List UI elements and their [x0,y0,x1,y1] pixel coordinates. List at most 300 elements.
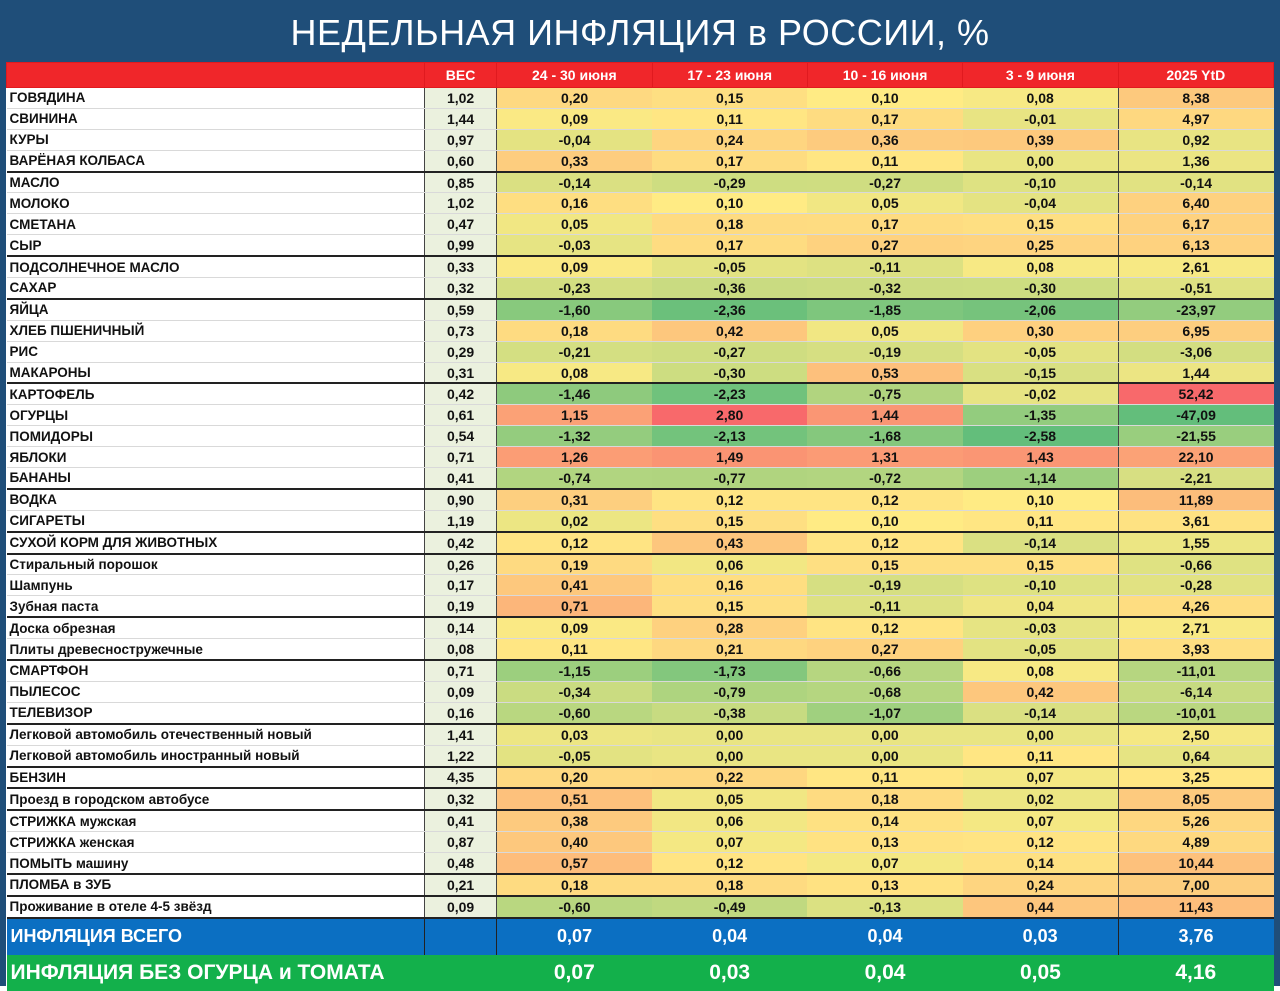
weekly-value: 0,11 [497,639,652,660]
weekly-value: 0,15 [963,554,1118,575]
table-row [7,320,1274,341]
item-weight: 0,31 [424,362,496,383]
weekly-value: 0,10 [807,510,962,531]
weekly-value: -2,06 [963,299,1118,320]
ytd-value: -21,55 [1118,426,1273,447]
weekly-value: -0,19 [807,341,962,362]
weekly-value: 0,12 [807,489,962,510]
table-row [7,745,1274,766]
weekly-value: -0,14 [963,702,1118,723]
item-weight: 1,44 [424,108,496,129]
table-row [7,874,1274,896]
weekly-value: -2,36 [652,299,807,320]
weekly-value: -0,36 [652,278,807,299]
weekly-value: -0,04 [963,193,1118,214]
ytd-value: 11,89 [1118,489,1273,510]
total-value: 3,76 [1118,918,1273,955]
weekly-value: 0,33 [497,150,652,171]
weekly-value: -1,15 [497,660,652,681]
weekly-value: 0,12 [807,532,962,554]
weekly-value: 0,08 [963,660,1118,681]
weekly-value: 0,27 [807,639,962,660]
item-weight: 0,71 [424,447,496,468]
weekly-value: 1,44 [807,405,962,426]
ytd-value: 4,97 [1118,108,1273,129]
item-weight: 0,26 [424,554,496,575]
item-weight: 0,41 [424,810,496,831]
weekly-value: 0,13 [807,832,962,853]
table-row [7,617,1274,638]
table-row [7,447,1274,468]
weekly-value: -1,32 [497,426,652,447]
header-period: 17 - 23 июня [652,63,807,88]
ytd-value: 22,10 [1118,447,1273,468]
weekly-value: -0,19 [807,575,962,596]
ytd-value: -47,09 [1118,405,1273,426]
weekly-value: 0,16 [497,193,652,214]
weekly-value: 0,07 [963,767,1118,789]
weekly-value: 0,15 [652,510,807,531]
weekly-value: 0,05 [807,320,962,341]
weekly-value: 0,12 [497,532,652,554]
item-weight: 0,73 [424,320,496,341]
weekly-value: -2,23 [652,383,807,404]
ytd-value: -10,01 [1118,702,1273,723]
total-label: ИНФЛЯЦИЯ ВСЕГО [7,918,425,955]
weekly-value: 0,09 [497,256,652,277]
weekly-value: 0,43 [652,532,807,554]
weekly-value: -0,10 [963,575,1118,596]
weekly-value: 0,00 [963,724,1118,745]
item-weight: 0,60 [424,150,496,171]
item-name: ХЛЕБ ПШЕНИЧНЫЙ [7,320,425,341]
ytd-value: 0,64 [1118,745,1273,766]
item-weight: 0,90 [424,489,496,510]
weekly-value: 0,02 [497,510,652,531]
item-weight: 0,16 [424,702,496,723]
table-row [7,129,1274,150]
weekly-value: 0,38 [497,810,652,831]
weekly-value: -0,11 [807,256,962,277]
total-value: 0,07 [497,955,652,991]
item-weight: 0,14 [424,617,496,638]
weekly-value: -0,01 [963,108,1118,129]
weekly-value: -0,27 [652,341,807,362]
ytd-value: -0,51 [1118,278,1273,299]
weekly-value: -0,10 [963,172,1118,193]
ytd-value: 5,26 [1118,810,1273,831]
ytd-value: 2,71 [1118,617,1273,638]
table-row [7,639,1274,660]
item-name: ЯБЛОКИ [7,447,425,468]
weekly-value: 0,21 [652,639,807,660]
weekly-value: -0,05 [497,745,652,766]
item-weight: 0,17 [424,575,496,596]
item-name: МАСЛО [7,172,425,193]
table-row [7,299,1274,320]
weekly-value: -1,14 [963,468,1118,489]
item-weight: 0,08 [424,639,496,660]
item-weight: 0,21 [424,874,496,896]
total-weight [424,918,496,955]
table-body [7,88,1274,918]
weekly-value: 0,20 [497,88,652,109]
header-row [7,63,1274,88]
weekly-value: 0,11 [807,150,962,171]
weekly-value: 0,18 [652,214,807,235]
weekly-value: -0,32 [807,278,962,299]
weekly-value: -0,14 [963,532,1118,554]
weekly-value: 0,41 [497,575,652,596]
header-period: 10 - 16 июня [807,63,962,88]
weekly-value: 0,17 [807,108,962,129]
weekly-value: 1,26 [497,447,652,468]
weekly-value: 0,11 [807,767,962,789]
total-value: 0,04 [652,918,807,955]
item-name: КУРЫ [7,129,425,150]
weekly-value: -1,35 [963,405,1118,426]
weekly-value: -0,03 [963,617,1118,638]
table-row [7,172,1274,193]
table-row [7,702,1274,723]
ytd-value: -2,21 [1118,468,1273,489]
item-name: САХАР [7,278,425,299]
ytd-value: -0,66 [1118,554,1273,575]
weekly-value: -0,23 [497,278,652,299]
table-row [7,767,1274,789]
weekly-value: 0,14 [807,810,962,831]
weekly-value: 0,15 [652,596,807,617]
table-row [7,575,1274,596]
weekly-value: 0,17 [807,214,962,235]
weekly-value: 0,53 [807,362,962,383]
weekly-value: 0,02 [963,788,1118,810]
total-value: 0,03 [963,918,1118,955]
weekly-value: 0,08 [963,256,1118,277]
ytd-value: -6,14 [1118,681,1273,702]
item-name: БАНАНЫ [7,468,425,489]
weekly-value: 0,10 [807,88,962,109]
table-row [7,108,1274,129]
weekly-value: 0,07 [652,832,807,853]
item-name: СУХОЙ КОРМ ДЛЯ ЖИВОТНЫХ [7,532,425,554]
total-value: 0,03 [652,955,807,991]
weekly-value: 0,39 [963,129,1118,150]
total-value: 0,07 [497,918,652,955]
ytd-value: -0,28 [1118,575,1273,596]
weekly-value: -1,46 [497,383,652,404]
weekly-value: 0,20 [497,767,652,789]
header-weight: ВЕС [424,63,496,88]
table-row [7,193,1274,214]
item-name: Легковой автомобиль иностранный новый [7,745,425,766]
item-name: Проезд в городском автобусе [7,788,425,810]
weekly-value: 0,17 [652,235,807,256]
weekly-value: 0,15 [963,214,1118,235]
weekly-value: 0,12 [652,853,807,874]
item-name: ПОДСОЛНЕЧНОЕ МАСЛО [7,256,425,277]
weekly-value: -0,49 [652,896,807,918]
total-inflation-row [7,918,1274,955]
weekly-value: 0,07 [963,810,1118,831]
total-value: 0,05 [963,955,1118,991]
item-weight: 1,41 [424,724,496,745]
weekly-value: -0,72 [807,468,962,489]
weekly-value: 0,11 [963,745,1118,766]
weekly-value: -0,79 [652,681,807,702]
total-value: 0,04 [807,918,962,955]
total-value: 4,16 [1118,955,1273,991]
item-name: ОГУРЦЫ [7,405,425,426]
weekly-value: 0,25 [963,235,1118,256]
weekly-value: -0,38 [652,702,807,723]
ytd-value: 1,44 [1118,362,1273,383]
ytd-value: 3,25 [1118,767,1273,789]
weekly-value: 0,00 [807,724,962,745]
table-row [7,510,1274,531]
weekly-value: 0,07 [807,853,962,874]
weekly-value: 0,18 [497,320,652,341]
table-row [7,468,1274,489]
item-weight: 1,02 [424,88,496,109]
ytd-value: 8,38 [1118,88,1273,109]
item-weight: 1,19 [424,510,496,531]
table-footer [7,918,1274,991]
table-row [7,362,1274,383]
item-name: МОЛОКО [7,193,425,214]
weekly-value: 0,08 [497,362,652,383]
item-name: ТЕЛЕВИЗОР [7,702,425,723]
ytd-value: 4,26 [1118,596,1273,617]
item-weight: 0,87 [424,832,496,853]
item-name: СИГАРЕТЫ [7,510,425,531]
weekly-value: 1,43 [963,447,1118,468]
weekly-value: -0,02 [963,383,1118,404]
weekly-value: -0,60 [497,702,652,723]
weekly-value: 0,06 [652,554,807,575]
table-row [7,810,1274,831]
item-name: ПЛОМБА в ЗУБ [7,874,425,896]
table-row [7,256,1274,277]
weekly-value: 0,12 [963,832,1118,853]
weekly-value: 0,11 [652,108,807,129]
weekly-value: 0,36 [807,129,962,150]
item-name: ВОДКА [7,489,425,510]
weekly-value: -0,34 [497,681,652,702]
ytd-value: 4,89 [1118,832,1273,853]
weekly-value: -0,05 [963,639,1118,660]
table-row [7,596,1274,617]
item-name: ЯЙЦА [7,299,425,320]
weekly-value: 0,00 [652,745,807,766]
item-name: СМАРТФОН [7,660,425,681]
item-name: РИС [7,341,425,362]
ytd-value: -0,14 [1118,172,1273,193]
weekly-value: -0,30 [963,278,1118,299]
weekly-value: 0,17 [652,150,807,171]
table-row [7,383,1274,404]
weekly-value: 0,00 [963,150,1118,171]
item-weight: 0,32 [424,788,496,810]
weekly-value: -2,58 [963,426,1118,447]
weekly-value: 1,49 [652,447,807,468]
item-weight: 0,85 [424,172,496,193]
weekly-value: -0,04 [497,129,652,150]
weekly-value: 0,31 [497,489,652,510]
weekly-value: 0,06 [652,810,807,831]
weekly-value: -0,14 [497,172,652,193]
weekly-value: 0,22 [652,767,807,789]
item-name: МАКАРОНЫ [7,362,425,383]
table-row [7,554,1274,575]
item-name: Легковой автомобиль отечественный новый [7,724,425,745]
item-weight: 0,54 [424,426,496,447]
item-weight: 0,97 [424,129,496,150]
weekly-value: 0,05 [497,214,652,235]
weekly-value: -2,13 [652,426,807,447]
weekly-value: 1,31 [807,447,962,468]
weekly-value: -0,15 [963,362,1118,383]
total-label: ИНФЛЯЦИЯ БЕЗ ОГУРЦА и ТОМАТА [7,955,425,991]
item-weight: 0,61 [424,405,496,426]
ytd-value: 6,13 [1118,235,1273,256]
ytd-value: 6,95 [1118,320,1273,341]
table-row [7,214,1274,235]
weekly-value: 0,09 [497,108,652,129]
item-name: ГОВЯДИНА [7,88,425,109]
weekly-value: 0,51 [497,788,652,810]
weekly-value: 0,30 [963,320,1118,341]
weekly-value: 0,04 [963,596,1118,617]
ytd-value: 11,43 [1118,896,1273,918]
weekly-value: 0,14 [963,853,1118,874]
table-row [7,489,1274,510]
ytd-value: -11,01 [1118,660,1273,681]
table-row [7,150,1274,171]
ytd-value: 0,92 [1118,129,1273,150]
weekly-value: -1,60 [497,299,652,320]
item-weight: 0,32 [424,278,496,299]
weekly-value: 0,12 [652,489,807,510]
table-row [7,341,1274,362]
weekly-value: 0,15 [807,554,962,575]
weekly-value: -0,29 [652,172,807,193]
weekly-value: 0,42 [652,320,807,341]
weekly-value: 0,10 [652,193,807,214]
ytd-value: 3,93 [1118,639,1273,660]
item-weight: 4,35 [424,767,496,789]
weekly-value: 0,08 [963,88,1118,109]
item-name: ПОМЫТЬ машину [7,853,425,874]
weekly-value: -0,27 [807,172,962,193]
item-weight: 0,42 [424,383,496,404]
ytd-value: -23,97 [1118,299,1273,320]
ytd-value: 1,55 [1118,532,1273,554]
weekly-value: 0,12 [807,617,962,638]
weekly-value: -1,85 [807,299,962,320]
item-weight: 0,59 [424,299,496,320]
weekly-value: -0,74 [497,468,652,489]
item-weight: 0,99 [424,235,496,256]
weekly-value: 0,18 [652,874,807,896]
weekly-value: 2,80 [652,405,807,426]
weekly-value: -0,30 [652,362,807,383]
weekly-value: 0,24 [963,874,1118,896]
weekly-value: -0,60 [497,896,652,918]
weekly-value: -0,05 [652,256,807,277]
weekly-value: -0,05 [963,341,1118,362]
header-name [7,63,425,88]
item-name: Стиральный порошок [7,554,425,575]
table-row [7,278,1274,299]
item-name: ПЫЛЕСОС [7,681,425,702]
total-value: 0,04 [807,955,962,991]
item-weight: 0,29 [424,341,496,362]
item-name: СЫР [7,235,425,256]
weekly-value: 1,15 [497,405,652,426]
weekly-value: -1,73 [652,660,807,681]
table-row [7,235,1274,256]
table-row [7,660,1274,681]
weekly-value: 0,44 [963,896,1118,918]
item-name: ПОМИДОРЫ [7,426,425,447]
ytd-value: 2,61 [1118,256,1273,277]
ytd-value: 7,00 [1118,874,1273,896]
weekly-value: 0,05 [807,193,962,214]
total-weight [424,955,496,991]
ytd-value: 10,44 [1118,853,1273,874]
weekly-value: 0,57 [497,853,652,874]
item-name: СТРИЖКА мужская [7,810,425,831]
ytd-value: 6,17 [1118,214,1273,235]
inflation-table [6,62,1274,991]
item-name: СМЕТАНА [7,214,425,235]
weekly-value: -1,68 [807,426,962,447]
item-name: СВИНИНА [7,108,425,129]
table-row [7,724,1274,745]
ytd-value: 2,50 [1118,724,1273,745]
weekly-value: -0,68 [807,681,962,702]
item-weight: 0,47 [424,214,496,235]
header-period: 3 - 9 июня [963,63,1118,88]
weekly-value: 0,27 [807,235,962,256]
ytd-value: 8,05 [1118,788,1273,810]
weekly-value: 0,16 [652,575,807,596]
item-name: КАРТОФЕЛЬ [7,383,425,404]
table-row [7,405,1274,426]
weekly-value: 0,24 [652,129,807,150]
table-row [7,426,1274,447]
weekly-value: 0,18 [807,788,962,810]
weekly-value: 0,05 [652,788,807,810]
item-weight: 0,19 [424,596,496,617]
item-weight: 0,71 [424,660,496,681]
weekly-value: -0,77 [652,468,807,489]
weekly-value: 0,10 [963,489,1118,510]
weekly-value: -0,03 [497,235,652,256]
table-row [7,896,1274,918]
weekly-value: -0,11 [807,596,962,617]
item-name: Плиты древесностружечные [7,639,425,660]
header-period: 24 - 30 июня [497,63,652,88]
weekly-value: -0,75 [807,383,962,404]
item-weight: 0,33 [424,256,496,277]
item-name: Доска обрезная [7,617,425,638]
weekly-value: 0,15 [652,88,807,109]
ytd-value: -3,06 [1118,341,1273,362]
weekly-value: 0,40 [497,832,652,853]
ytd-value: 3,61 [1118,510,1273,531]
